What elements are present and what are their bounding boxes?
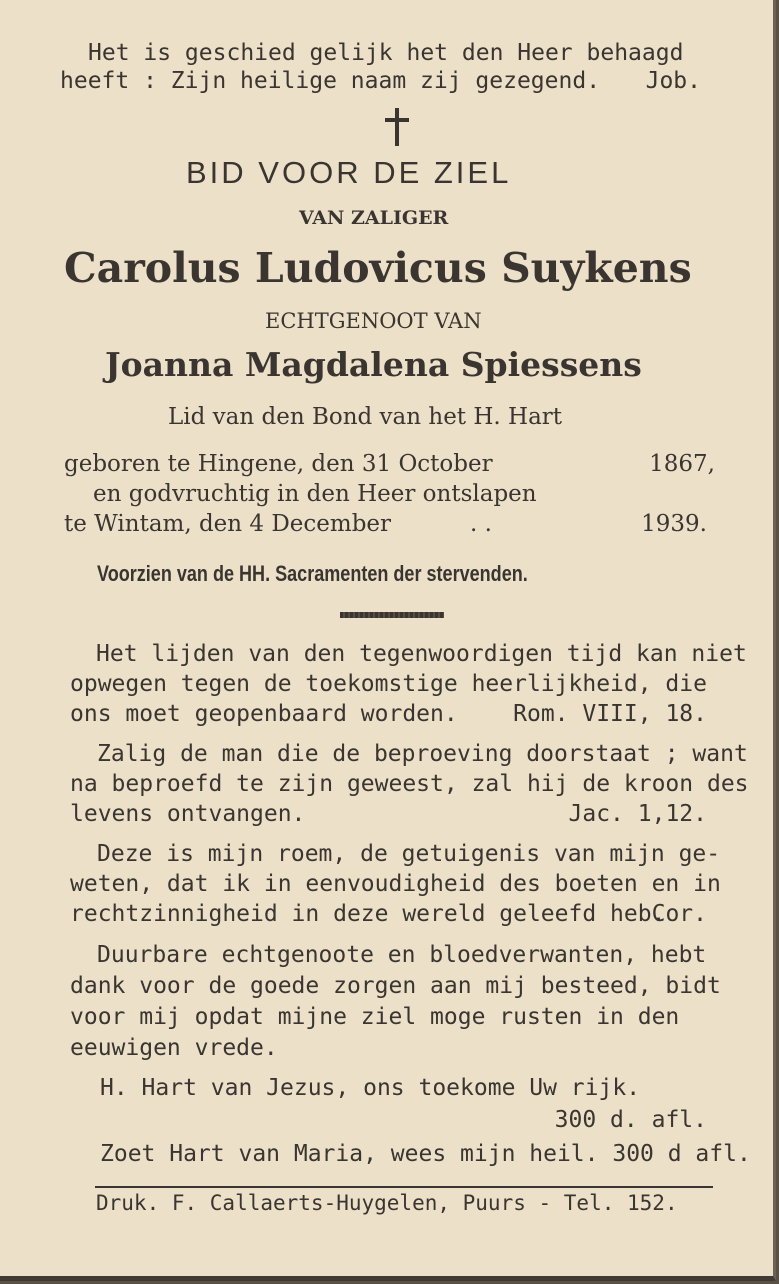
- birth-line: geboren te Hingene, den 31 October: [64, 451, 493, 477]
- text-3-line-1: Deze is mijn roem, de getuigenis van mijn ge-: [97, 841, 721, 867]
- footer-rule: [95, 1186, 713, 1188]
- prayer-heart-of-mary: Zoet Hart van Maria, wees mijn heil. 300 d afl.: [100, 1141, 751, 1167]
- death-line: te Wintam, den 4 December: [64, 511, 392, 537]
- printer-credit: Druk. F. Callaerts-Huygelen, Puurs - Tel. 152.: [96, 1191, 678, 1215]
- membership: Lid van den Bond van het H. Hart: [168, 404, 563, 430]
- epigraph-source: Job.: [645, 68, 701, 94]
- spouse-name: Joanna Magdalena Spiessens: [105, 345, 642, 384]
- death-year: 1939.: [641, 511, 707, 537]
- death-dots: . .: [470, 511, 492, 537]
- death-intro: en godvruchtig in den Heer ontslapen: [93, 481, 537, 507]
- text-2-line-3: levens ontvangen.: [70, 801, 306, 827]
- text-1-line-1: Het lijden van den tegenwoordigen tijd kan niet: [96, 641, 747, 667]
- cross-icon: [385, 108, 409, 146]
- text-4-line-1: Duurbare echtgenoote en bloedverwanten, hebt: [97, 942, 707, 968]
- epigraph-line-2: heeft : Zijn heilige naam zij gezegend.: [60, 68, 601, 94]
- prayer-sacred-heart: H. Hart van Jezus, ons toekome Uw rijk.: [100, 1075, 641, 1101]
- prayer-sacred-heart-indulgence: 300 d. afl.: [554, 1107, 707, 1133]
- sacraments-line: Voorzien van de HH. Sacramenten der stervenden.: [97, 561, 528, 586]
- ornamental-divider: [340, 612, 444, 618]
- prayer-heading: BID VOOR DE ZIEL: [186, 155, 512, 190]
- text-1-reference: Rom. VIII, 18.: [513, 701, 707, 727]
- text-2-reference: Jac. 1,12.: [568, 801, 707, 827]
- of-late-label: VAN ZALIGER: [299, 207, 449, 229]
- text-4-line-2: dank voor de goede zorgen aan mij besteed, bidt: [70, 973, 721, 999]
- text-2-line-2: na beproefd te zijn geweest, zal hij de kroon des: [70, 771, 749, 797]
- deceased-name: Carolus Ludovicus Suykens: [64, 244, 692, 292]
- text-1-line-3: ons moet geopenbaard worden.: [70, 701, 458, 727]
- text-2-line-1: Zalig de man die de beproeving doorstaat ; want: [97, 741, 748, 767]
- text-3-reference: Cor.: [651, 901, 707, 927]
- text-4-line-4: eeuwigen vrede.: [70, 1035, 278, 1061]
- birth-year: 1867,: [649, 451, 715, 477]
- spouse-label: ECHTGENOOT VAN: [265, 309, 482, 333]
- text-4-line-3: voor mij opdat mijne ziel moge rusten in den: [70, 1004, 680, 1030]
- epigraph-line-1: Het is geschied gelijk het den Heer behaagd: [88, 40, 684, 66]
- text-3-line-2: weten, dat ik in eenvoudigheid des boeten en in: [70, 871, 721, 897]
- text-3-line-3: rechtzinnigheid in deze wereld geleefd heb.: [70, 901, 666, 927]
- text-1-line-2: opwegen tegen de toekomstige heerlijkheid, die: [70, 671, 707, 697]
